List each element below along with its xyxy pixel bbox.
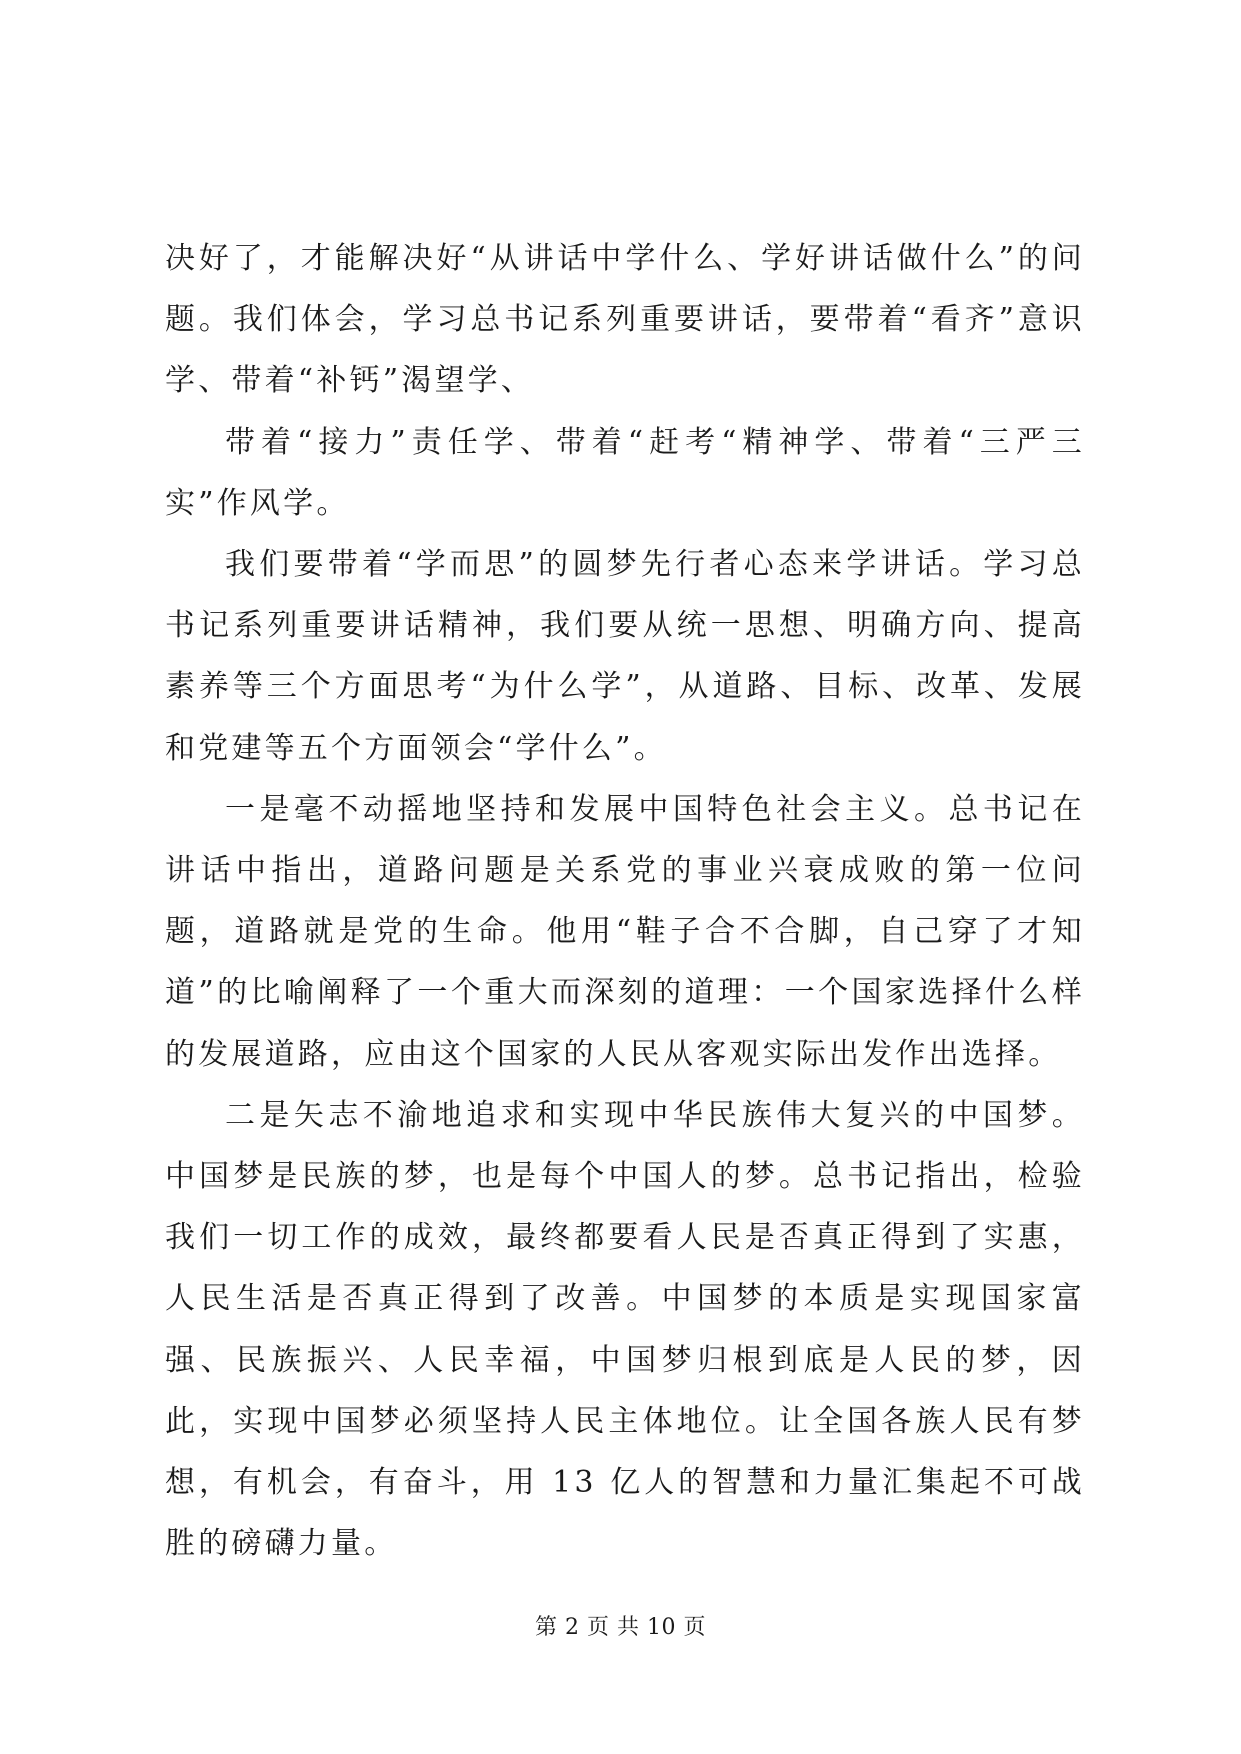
- document-body: [165, 228, 1085, 1574]
- paragraph-2: 带着“接力”责任学、带着“赶考“精神学、带着“三严三实”作风学。: [165, 424, 1085, 521]
- paragraph-1: 决好了，才能解决好“从讲话中学什么、学好讲话做什么”的问题。我们体会，学习总书记系列重要讲话，要带着“看齐”意识学、带着“补钙”渴望学、: [165, 241, 1085, 399]
- paragraph-3: 我们要带着“学而思”的圆梦先行者心态来学讲话。学习总书记系列重要讲话精神，我们要从统一思想、明确方向、提高素养等三个方面思考“为什么学”，从道路、目标、改革、发展和党建等五个方面领会“学什么”。: [165, 547, 1085, 766]
- page-footer: 第 2 页 共 10 页: [535, 1615, 706, 1640]
- paragraph-4: 一是毫不动摇地坚持和发展中国特色社会主义。总书记在讲话中指出，道路问题是关系党的事业兴衰成败的第一位问题，道路就是党的生命。他用“鞋子合不合脚，自己穿了才知道”的比喻阐释了一个重大而深刻的道理：一个国家选择什么样的发展道路，应由这个国家的人民从客观实际出发作出选择。: [165, 791, 1085, 1072]
- paragraph-5: 二是矢志不渝地追求和实现中华民族伟大复兴的中国梦。中国梦是民族的梦，也是每个中国人的梦。总书记指出，检验我们一切工作的成效，最终都要看人民是否真正得到了实惠，人民生活是否真正得到了改善。中国梦的本质是实现国家富强、民族振兴、人民幸福，中国梦归根到底是人民的梦，因此，实现中国梦必须坚持人民主体地位。让全国各族人民有梦想，有机会，有奋斗，用 13 亿人的智慧和力量汇集起不可战胜的磅礴力量。: [165, 1097, 1085, 1562]
